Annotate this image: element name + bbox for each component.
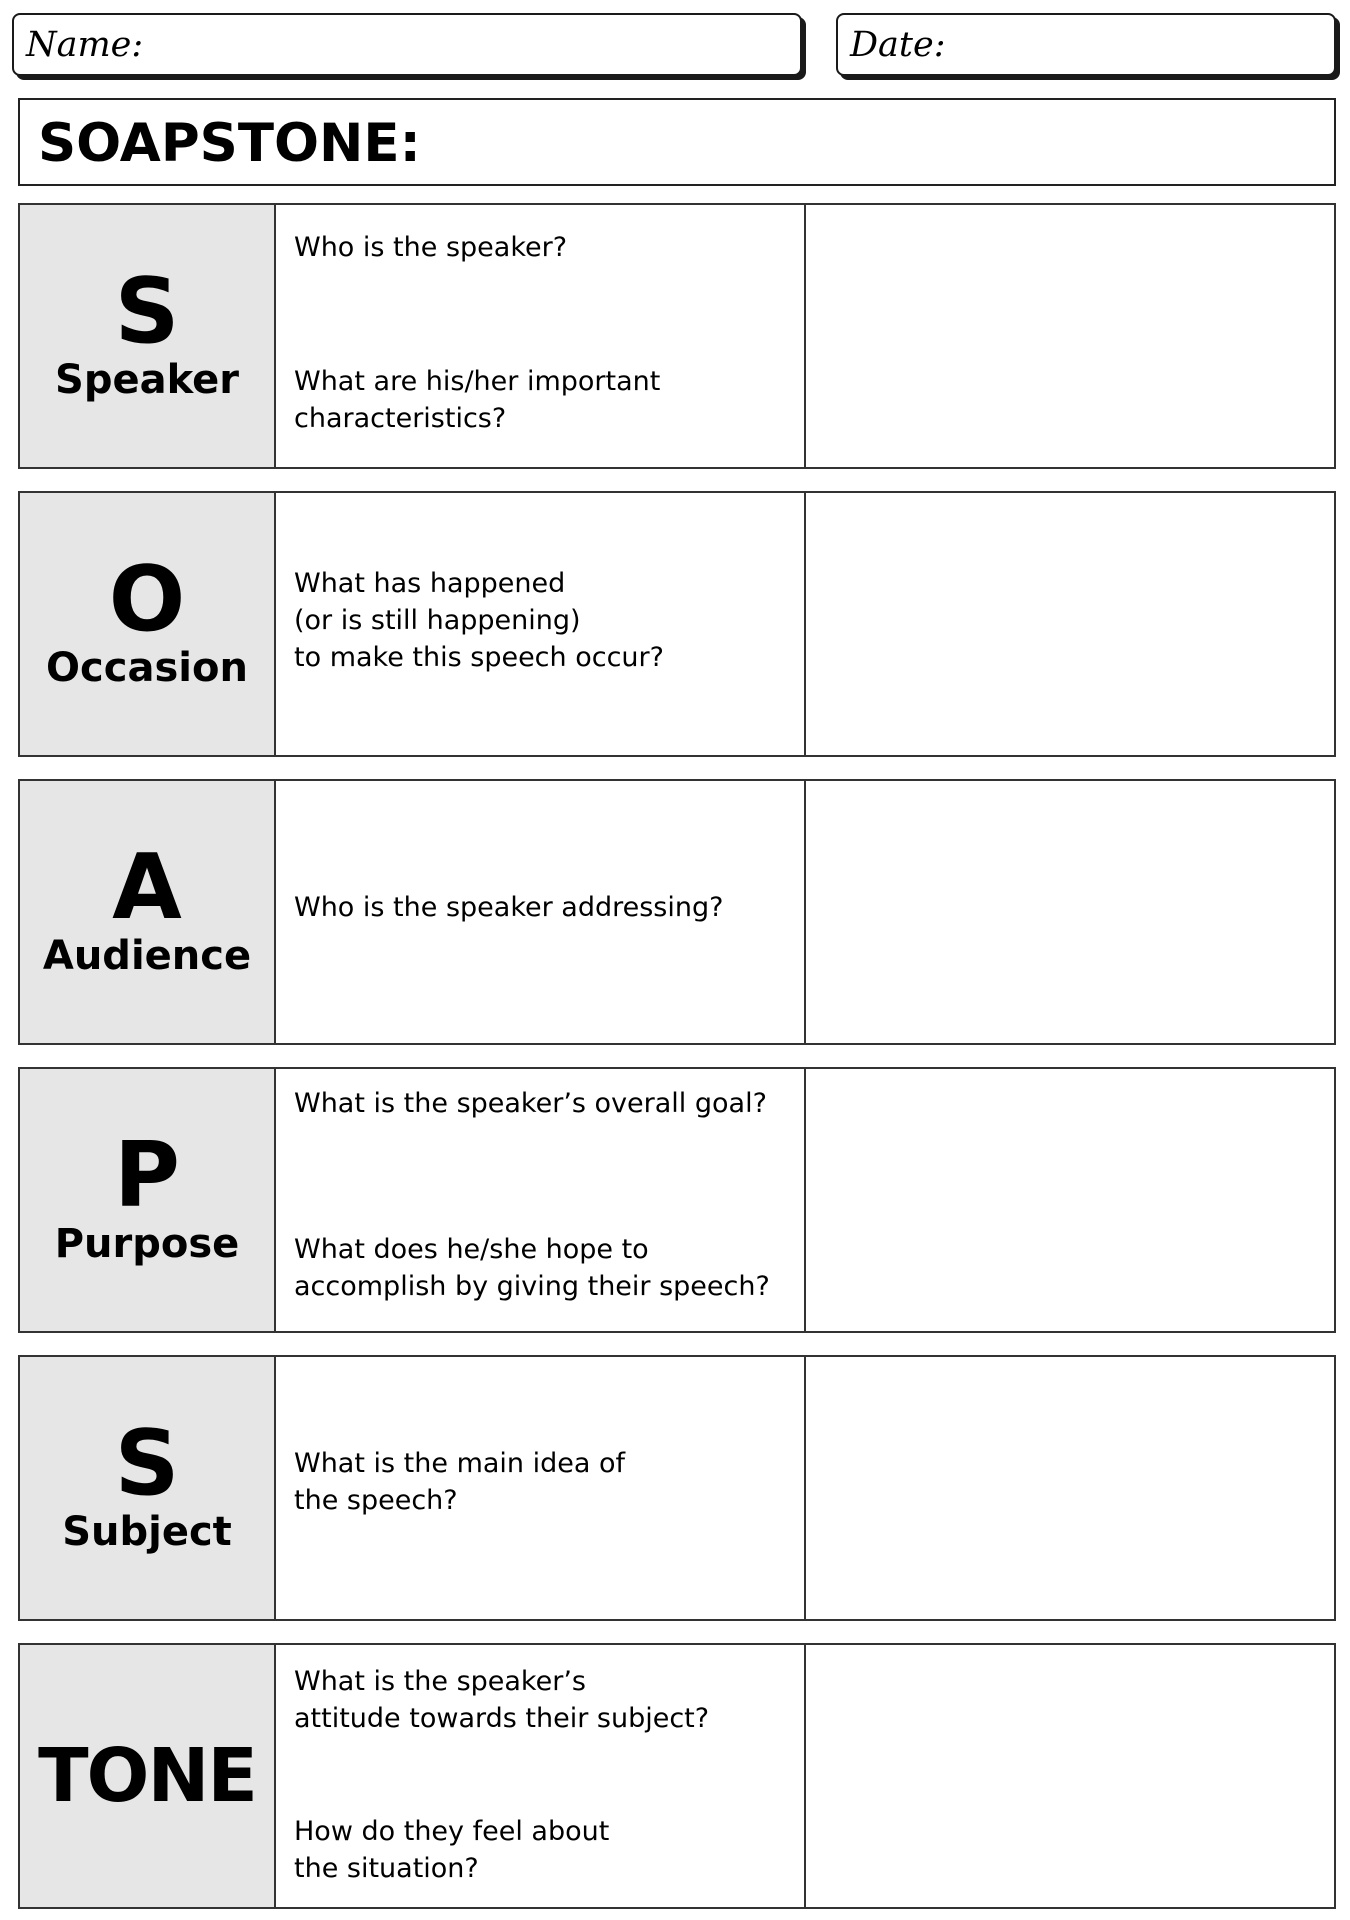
question-purpose-1: What is the speaker’s overall goal?: [294, 1088, 767, 1119]
question-speaker-2: What are his/her important characteristics?: [294, 366, 661, 434]
word-audience: Audience: [42, 933, 252, 979]
name-label: Name:: [26, 25, 144, 65]
name-input[interactable]: [154, 23, 786, 69]
answer-audience[interactable]: [806, 781, 1334, 1043]
answer-tone[interactable]: [806, 1645, 1334, 1907]
question-audience-1: Who is the speaker addressing?: [294, 892, 724, 923]
row-purpose: [18, 1067, 1336, 1333]
row-occasion: [18, 491, 1336, 757]
letter-s-subject: S: [114, 1411, 180, 1516]
row-subject: [18, 1355, 1336, 1621]
name-field-box: [12, 13, 802, 76]
word-purpose: Purpose: [54, 1221, 240, 1267]
question-cell-speaker: [276, 205, 806, 467]
date-field-box: [836, 13, 1336, 76]
answer-purpose[interactable]: [806, 1069, 1334, 1331]
answer-cell-occasion: [806, 493, 1334, 755]
word-speaker: Speaker: [55, 357, 239, 403]
question-cell-occasion: [276, 493, 806, 755]
question-speaker-1: Who is the speaker?: [294, 232, 568, 263]
question-cell-tone: [276, 1645, 806, 1907]
question-cell-audience: [276, 781, 806, 1043]
row-tone: [18, 1643, 1336, 1909]
letter-cell-audience: [20, 781, 276, 1043]
letter-cell-subject: [20, 1357, 276, 1619]
answer-cell-tone: [806, 1645, 1334, 1907]
letter-a: A: [112, 835, 182, 940]
page-title: SOAPSTONE:: [38, 113, 421, 174]
answer-cell-subject: [806, 1357, 1334, 1619]
question-tone-2: How do they feel about the situation?: [294, 1816, 610, 1884]
question-tone-1: What is the speaker’s attitude towards their subject?: [294, 1666, 710, 1734]
row-speaker: [18, 203, 1336, 469]
answer-speaker[interactable]: [806, 205, 1334, 467]
question-purpose-2: What does he/she hope to accomplish by giving their speech?: [294, 1234, 770, 1302]
row-audience: [18, 779, 1336, 1045]
date-input[interactable]: [948, 23, 1320, 69]
question-cell-purpose: [276, 1069, 806, 1331]
answer-occasion[interactable]: [806, 493, 1334, 755]
word-occasion: Occasion: [46, 645, 248, 691]
letter-cell-purpose: [20, 1069, 276, 1331]
letter-p: P: [114, 1123, 180, 1228]
letter-cell-occasion: [20, 493, 276, 755]
title-box: [18, 98, 1336, 186]
answer-cell-audience: [806, 781, 1334, 1043]
answer-cell-speaker: [806, 205, 1334, 467]
question-occasion-1: What has happened (or is still happening) to make this speech occur?: [294, 568, 664, 673]
date-label: Date:: [850, 25, 946, 65]
answer-subject[interactable]: [806, 1357, 1334, 1619]
question-subject-1: What is the main idea of the speech?: [294, 1448, 626, 1516]
word-subject: Subject: [62, 1509, 232, 1555]
word-tone: TONE: [38, 1733, 256, 1819]
letter-cell-tone: [20, 1645, 276, 1907]
answer-cell-purpose: [806, 1069, 1334, 1331]
letter-s: S: [114, 259, 180, 364]
letter-o: O: [108, 547, 186, 652]
question-cell-subject: [276, 1357, 806, 1619]
letter-cell-speaker: [20, 205, 276, 467]
